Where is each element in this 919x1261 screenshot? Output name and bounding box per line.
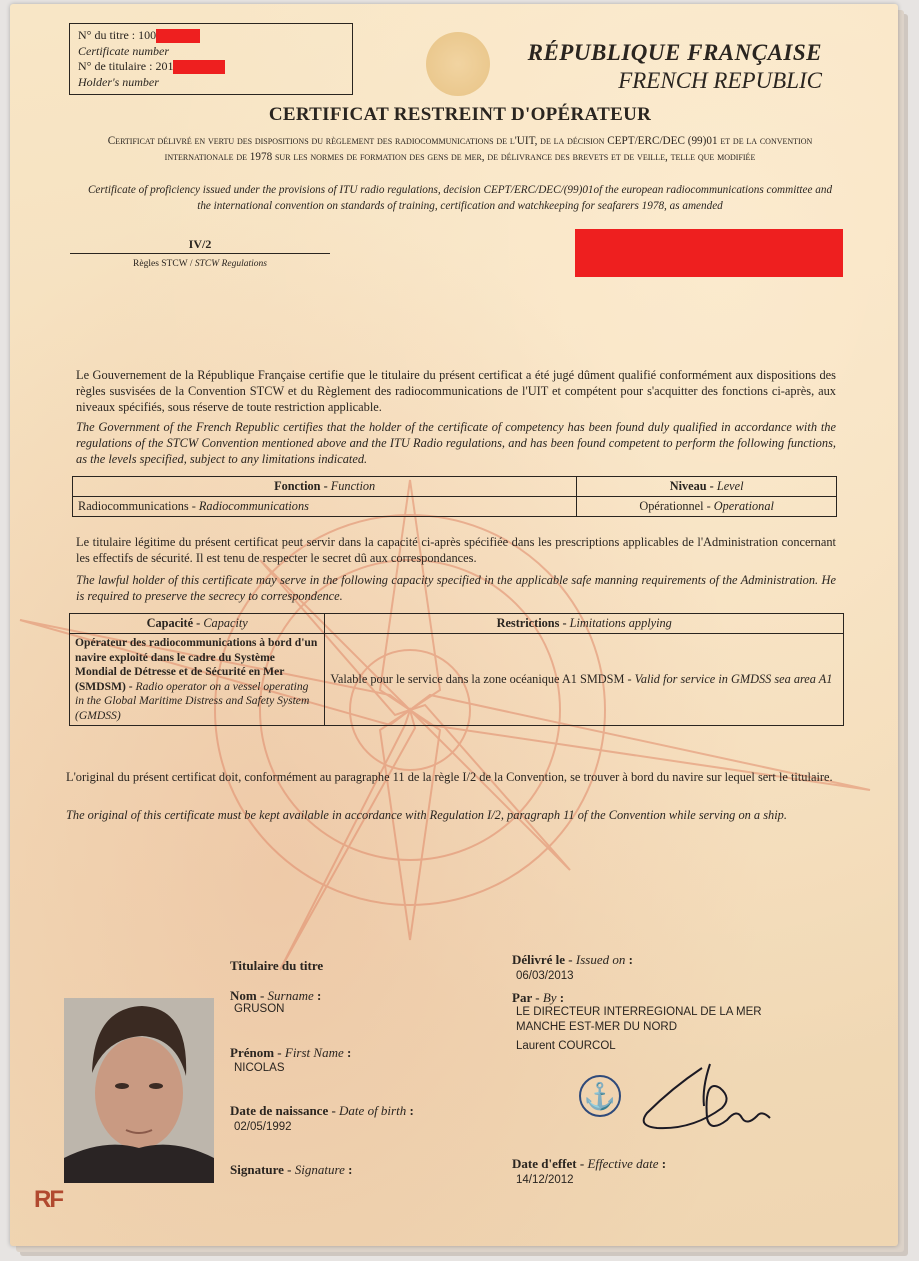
holder-number-label: N° de titulaire : 201 <box>78 59 174 73</box>
holder-number-label-en: Holder's number <box>78 74 159 89</box>
surname-label: Nom - Surname : <box>230 988 322 1003</box>
regulation-label-fr: Règles STCW / <box>133 259 195 269</box>
effective-date-value: 14/12/2012 <box>516 1174 574 1186</box>
level-column-header: Niveau - Level <box>577 477 837 497</box>
certify-paragraph-en: The Government of the French Republic certifies that the holder of the certificate of competency has been found duly qualified in accordance with the regulations of the STCW Convention mentioned above and the ITU Radio regulations, and has been found competent to perform the following functions, as the levels specified, subject to any limitations indicated. <box>76 420 836 466</box>
certify-paragraph-fr: Le Gouvernement de la République Française certifie que le titulaire du présent certificat a été jugé dûment qualifié conformément aux dispositions des règles susvisées de la Convention STCW et du Règlement des radiocommunications de l'UIT et compétent pour s'acquitter des fonctions ci-après, aux niveaux spécifiés, sous réserve de toute restriction applicable. <box>76 368 836 414</box>
capacity-column-header: Capacité - Capacity <box>70 614 325 634</box>
holder-photo <box>64 998 214 1183</box>
original-paragraph-en: The original of this certificate must be kept available in accordance with Regulation I/2, paragraph 11 of the Convention while serving on a ship. <box>66 808 787 822</box>
certificate-title: CERTIFICAT RESTREINT D'OPÉRATEUR <box>268 104 652 125</box>
level-cell: Opérationnel - Operational <box>577 497 837 517</box>
holder-section-title: Titulaire du titre <box>230 958 324 973</box>
marianne-seal-icon <box>426 32 490 96</box>
issued-on-label: Délivré le - Issued on : <box>512 952 633 967</box>
first-name-value: NICOLAS <box>234 1062 285 1074</box>
function-cell: Radiocommunications - Radiocommunications <box>73 497 577 517</box>
regulation-label <box>70 259 330 269</box>
rf-logo: RF <box>34 1186 62 1213</box>
title-number-label-en: Certificate number <box>78 43 169 58</box>
official-signature <box>632 1058 782 1138</box>
holder-paragraph-en: The lawful holder of this certificate may serve in the following capacity specified in the applicable safe manning requirements of the Administration. He is required to preserve the secrecy to correspondence. <box>76 573 836 603</box>
capacity-table <box>69 613 844 726</box>
signatory-name: Laurent COURCOL <box>516 1040 616 1052</box>
country-name-fr: RÉPUBLIQUE FRANÇAISE <box>527 40 822 65</box>
restrictions-cell: Valable pour le service dans la zone océanique A1 SMDSM - Valid for service in GMDSS sea area A1 <box>325 634 844 726</box>
effective-date-label: Date d'effet - Effective date : <box>512 1156 667 1171</box>
holder-paragraph-fr: Le titulaire légitime du présent certificat peut servir dans la capacité ci-après spécifiée dans les prescriptions applicables de l'Administration concernant les effectifs de sécurité. Il est tenu de respecter le secret dû aux correspondances. <box>76 535 836 565</box>
original-paragraph-fr: L'original du présent certificat doit, conformément au paragraphe 11 de la règle I/2 de la Convention, se trouver à bord du navire sur lequel sert le titulaire. <box>66 770 833 784</box>
certificate-reference-box <box>69 23 353 95</box>
authority-line-1: LE DIRECTEUR INTERREGIONAL DE LA MER <box>516 1006 762 1018</box>
function-table <box>72 476 837 517</box>
country-name-en: FRENCH REPUBLIC <box>618 68 822 93</box>
function-column-header: Fonction - Function <box>73 477 577 497</box>
redacted-block <box>575 229 843 277</box>
title-number-label: N° du titre : 100 <box>78 28 157 42</box>
authority-line-2: MANCHE EST-MER DU NORD <box>516 1021 678 1033</box>
redacted-holder-number <box>173 60 225 74</box>
certificate-intro-fr: Certificat délivré en vertu des dispositions du règlement des radiocommunications de l'UIT, de la décision CEPT/ERC/DEC (99)01 et de la convention internationale de 1978 sur les normes de formation des gens de mer, de délivrance des brevets et de veille, telle que modifiée <box>107 135 813 163</box>
regulation-code: IV/2 <box>70 237 330 254</box>
dob-value: 02/05/1992 <box>234 1121 292 1133</box>
issued-by-label: Par - By : <box>512 990 565 1005</box>
surname-value: GRUSON <box>234 1003 285 1015</box>
capacity-cell: Opérateur des radiocommunications à bord d'un navire exploité dans le cadre du Système Mondial de Détresse et de Sécurité en Mer (SMDSM) - Radio operator on a vessel operating in the Global Maritime Distress and Safety System (GMDSS) <box>70 634 325 726</box>
signature-label: Signature - Signature : <box>230 1162 353 1177</box>
first-name-label: Prénom - First Name : <box>230 1045 352 1060</box>
dob-label: Date de naissance - Date of birth : <box>230 1103 414 1118</box>
restrictions-column-header: Restrictions - Limitations applying <box>325 614 844 634</box>
redacted-title-number <box>156 29 200 43</box>
certificate-intro-en: Certificate of proficiency issued under the provisions of ITU radio regulations, decision CEPT/ERC/DEC/(99)01of the european radiocommunications committee and the international convention on standards of training, certification and watchkeeping for seafarers 1978, as amended <box>87 184 833 212</box>
issued-on-value: 06/03/2013 <box>516 970 574 982</box>
anchor-stamp-icon: ⚓ <box>579 1075 621 1117</box>
regulation-label-en: STCW Regulations <box>194 259 267 269</box>
